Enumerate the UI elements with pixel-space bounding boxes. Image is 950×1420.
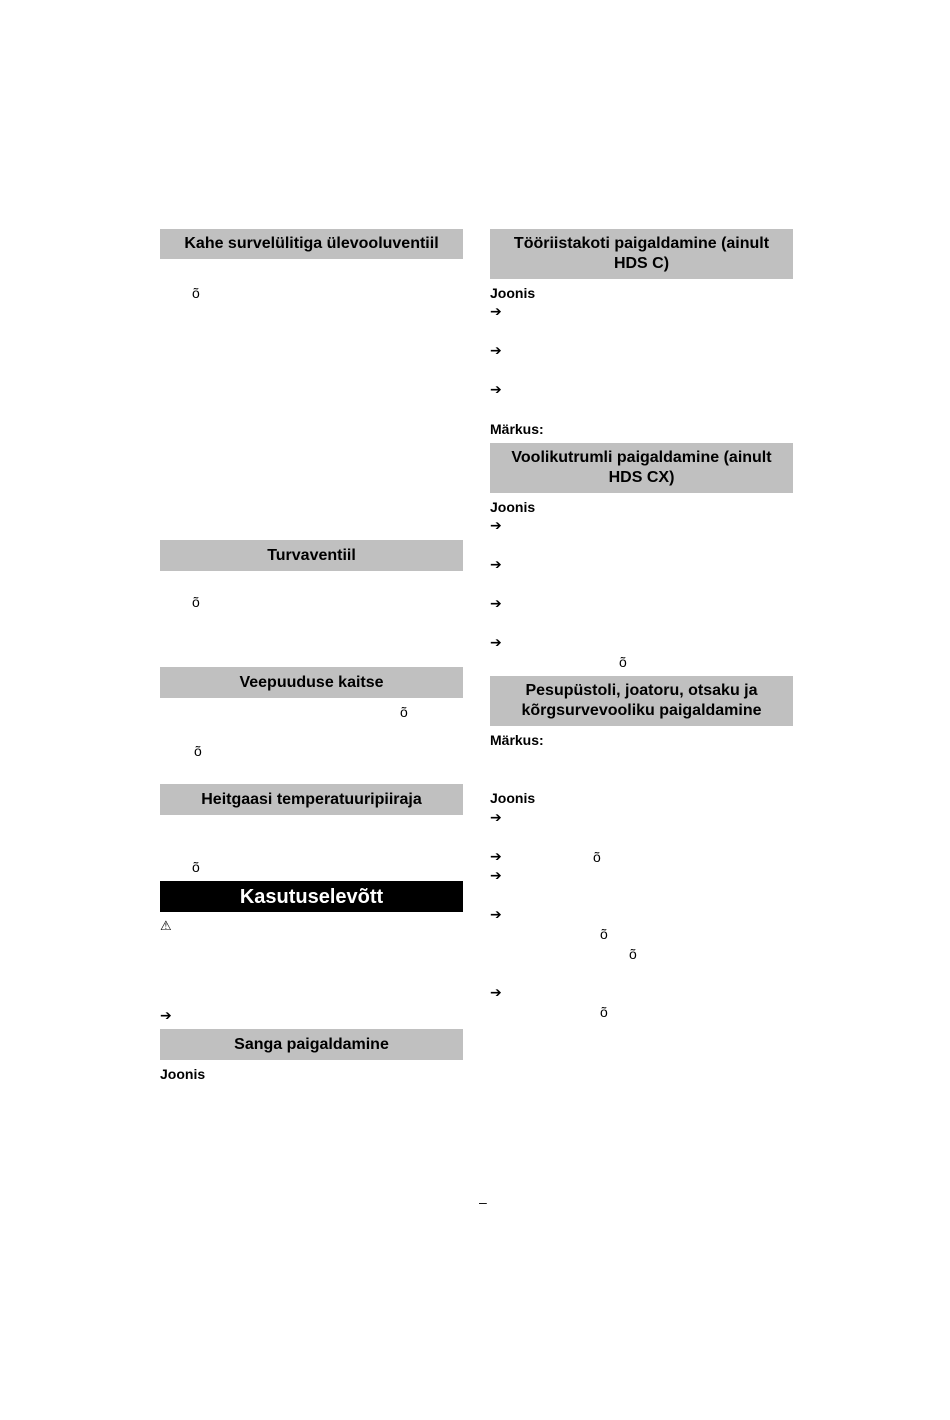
section-heading-spray-gun: Pesupüstoli, joatoru, otsaku ja kõrgsurvevooliku paigaldamine: [490, 676, 793, 726]
arrow-right-icon: ➔: [490, 848, 502, 864]
arrow-right-icon: ➔: [490, 517, 502, 533]
glyph-o-tilde: õ: [600, 1004, 608, 1020]
arrow-right-icon: ➔: [490, 595, 502, 611]
section-heading-tool-bag: Tööriistakoti paigaldamine (ainult HDS C): [490, 229, 793, 279]
section-heading-hose-reel: Voolikutrumli paigaldamine (ainult HDS CX): [490, 443, 793, 493]
glyph-o-tilde: õ: [619, 654, 627, 670]
section-heading-safety-valve: Turvaventiil: [160, 540, 463, 571]
arrow-right-icon: ➔: [490, 342, 502, 358]
glyph-o-tilde: õ: [194, 743, 202, 759]
arrow-right-icon: ➔: [490, 634, 502, 650]
figure-label: Joonis: [490, 499, 536, 515]
glyph-o-tilde: õ: [629, 946, 637, 962]
arrow-right-icon: ➔: [490, 809, 502, 825]
arrow-right-icon: ➔: [160, 1007, 172, 1023]
section-heading-handle: Sanga paigaldamine: [160, 1029, 463, 1060]
chapter-heading-commissioning: Kasutuselevõtt: [160, 881, 463, 912]
arrow-right-icon: ➔: [490, 381, 502, 397]
arrow-right-icon: ➔: [490, 867, 502, 883]
note-label: Märkus:: [490, 732, 544, 748]
page-footer-dash: –: [479, 1194, 487, 1210]
section-heading-water-shortage: Veepuuduse kaitse: [160, 667, 463, 698]
arrow-right-icon: ➔: [490, 303, 502, 319]
figure-label: Joonis: [490, 790, 536, 806]
arrow-right-icon: ➔: [490, 556, 502, 572]
glyph-o-tilde: õ: [400, 704, 408, 720]
glyph-o-tilde: õ: [192, 594, 200, 610]
section-heading-exhaust-temp: Heitgaasi temperatuuripiiraja: [160, 784, 463, 815]
note-label: Märkus:: [490, 421, 544, 437]
glyph-o-tilde: õ: [600, 926, 608, 942]
warning-icon: ⚠: [160, 918, 172, 933]
arrow-right-icon: ➔: [490, 984, 502, 1000]
arrow-right-icon: ➔: [490, 906, 502, 922]
figure-label: Joonis: [160, 1066, 206, 1082]
section-heading-overflow-valve: Kahe survelülitiga ülevooluventiil: [160, 229, 463, 259]
figure-label: Joonis: [490, 285, 536, 301]
glyph-o-tilde: õ: [593, 849, 601, 865]
glyph-o-tilde: õ: [192, 859, 200, 875]
glyph-o-tilde: õ: [192, 285, 200, 301]
